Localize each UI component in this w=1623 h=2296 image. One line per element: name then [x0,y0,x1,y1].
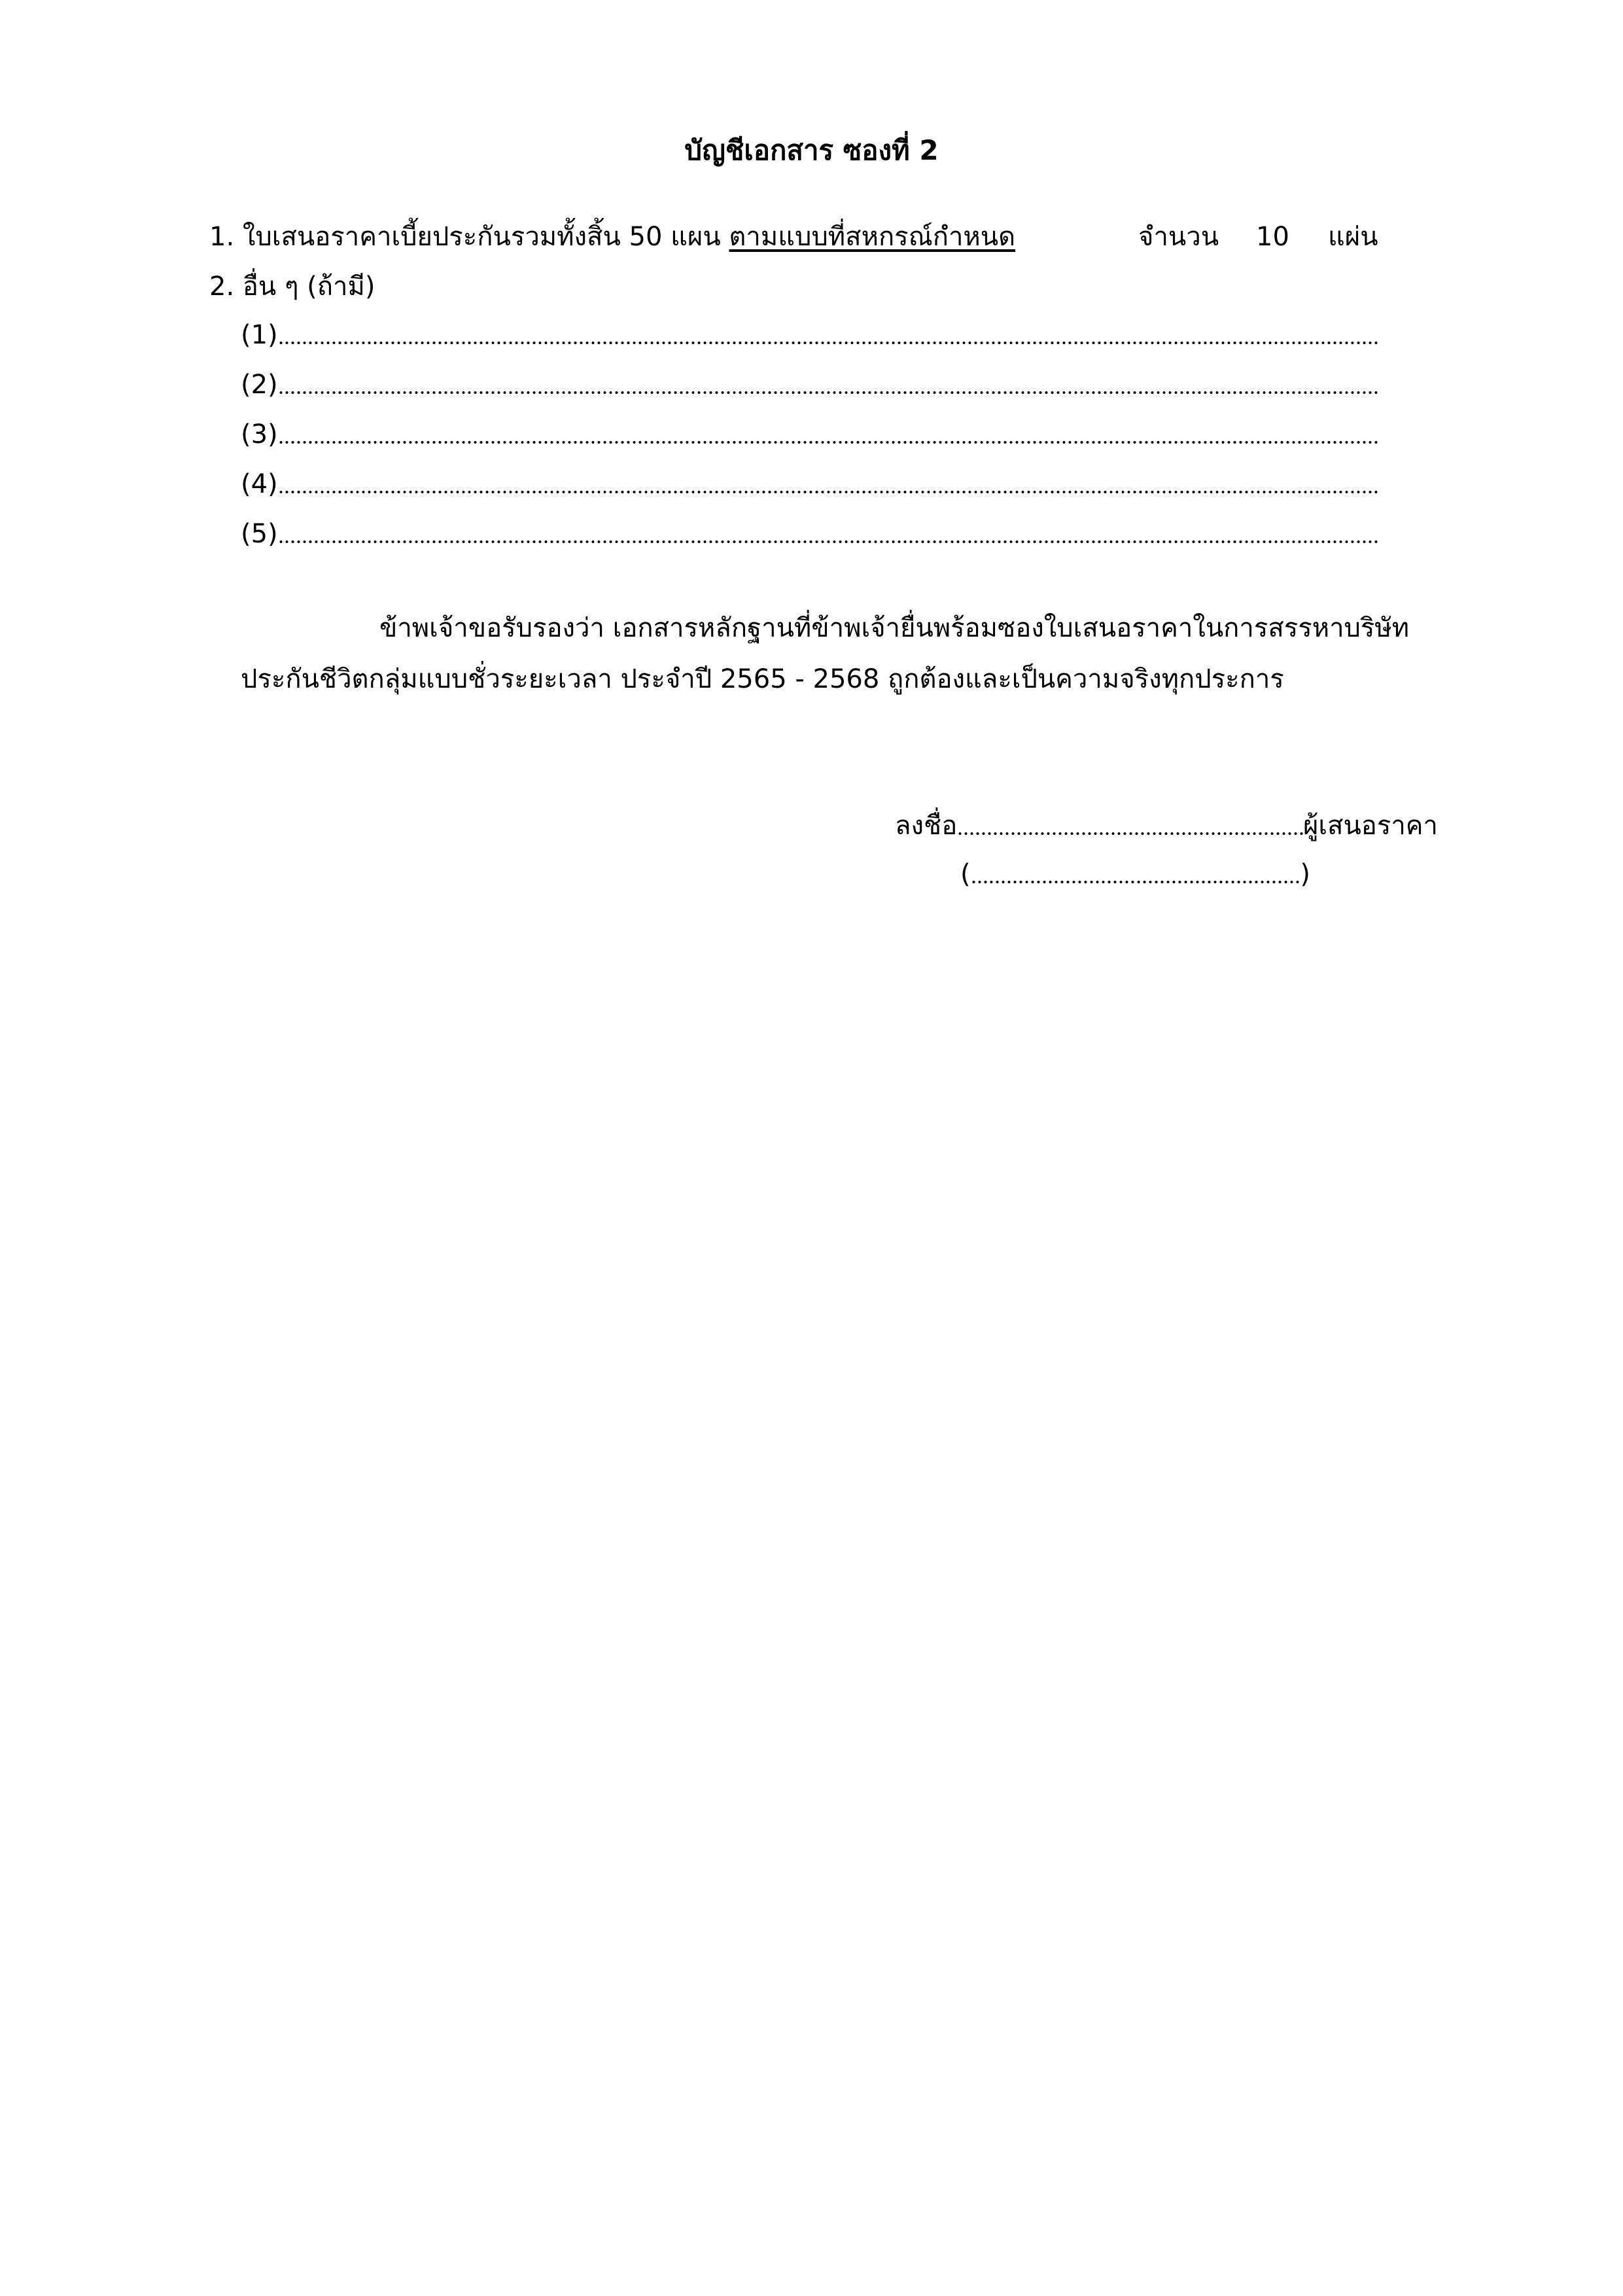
sub-item-2-number: (2) [241,370,278,400]
sub-item-1-line [241,315,1379,355]
paren-open: ( [960,859,971,889]
dotted-fill-line [278,438,1379,446]
quantity-value: 10 [1256,222,1289,252]
name-dotted-line [971,878,1300,886]
list-item-1-underlined-text: ตามแบบที่สหกรณ์กำหนด [729,222,1016,252]
dotted-fill-line [278,389,1379,397]
signature-line [895,806,1438,845]
quantity-label: จำนวน [1138,222,1219,252]
paren-close: ) [1300,859,1310,889]
sub-item-4-number: (4) [241,469,278,499]
sub-item-1-number: (1) [241,320,278,350]
signature-name-parentheses [960,855,1310,894]
certification-line-1: ข้าพเจ้าขอรับรองว่า เอกสารหลักฐานที่ข้าพเจ้ายื่นพร้อมซองใบเสนอราคาในการสรรหาบริษัท [379,613,1410,643]
list-item-1 [209,217,1015,256]
list-item-1-text: 1. ใบเสนอราคาเบี้ยประกันรวมทั้งสิ้น 50 แผน [209,222,729,252]
dotted-fill-line [278,538,1379,546]
certification-line-2: ประกันชีวิตกลุ่มแบบชั่วระยะเวลา ประจำปี 2565 - 2568 ถูกต้องและเป็นความจริงทุกประการ [241,664,1284,694]
list-item-2: 2. อื่น ๆ (ถ้ามี) [209,272,375,302]
sub-item-3-line [241,415,1379,454]
dotted-fill-line [278,339,1379,347]
document-title: บัญชีเอกสาร ซองที่ 2 [684,134,939,166]
sub-item-5-number: (5) [241,519,278,549]
sub-item-3-number: (3) [241,419,278,450]
dotted-fill-line [278,488,1379,496]
signature-label: ลงชื่อ [895,811,958,841]
signature-dotted-line [957,830,1303,838]
sub-item-2-line [241,365,1379,404]
sub-item-4-line [241,465,1379,504]
quantity-unit: แผ่น [1328,222,1378,252]
sub-item-5-line [241,514,1379,554]
signature-role: ผู้เสนอราคา [1302,811,1438,841]
